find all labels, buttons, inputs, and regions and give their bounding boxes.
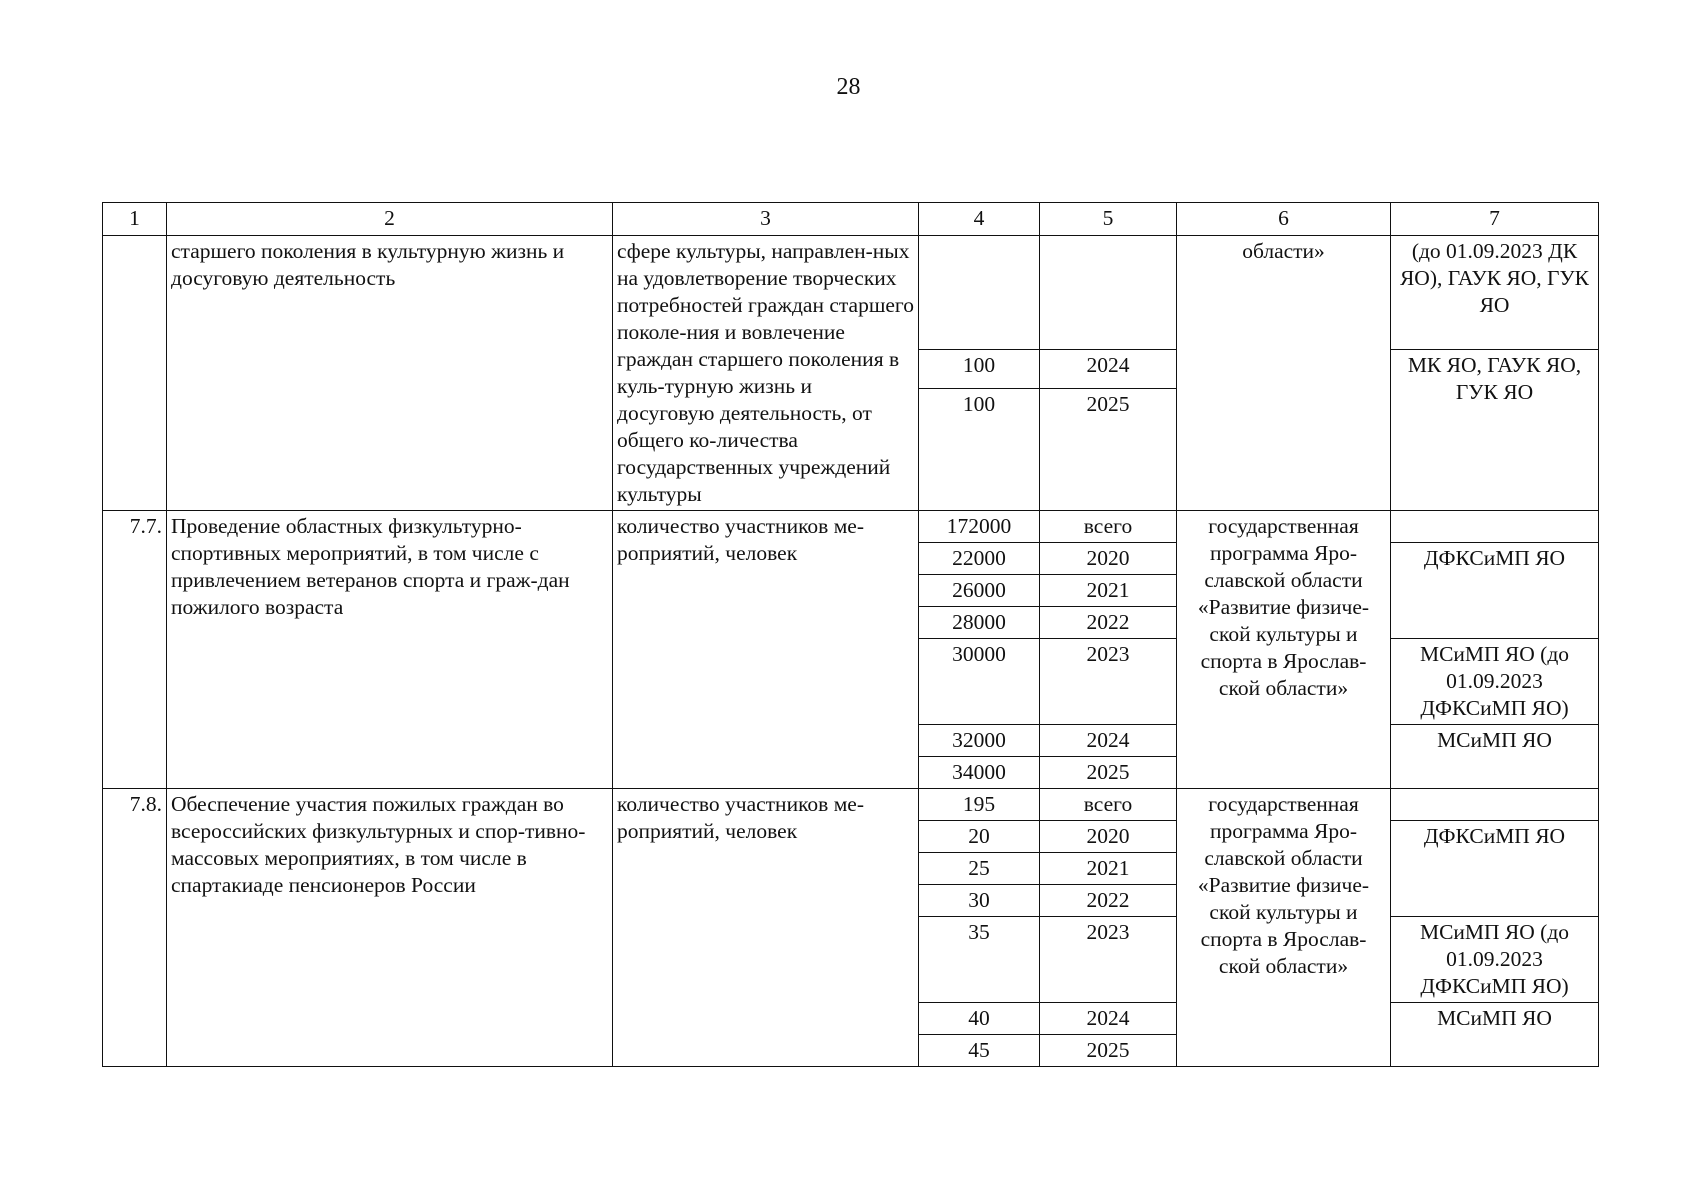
year-cell: 2023 [1040,639,1177,725]
value-cell: 35 [919,917,1040,1003]
row-number-cell [103,236,167,511]
row-number-cell: 7.7. [103,511,167,789]
year-cell: 2025 [1040,389,1177,511]
value-cell: 100 [919,389,1040,511]
header-cell: 5 [1040,203,1177,236]
table-row [103,789,1599,821]
header-cell: 4 [919,203,1040,236]
executor-cell [1391,511,1599,543]
indicator-cell: количество участников ме-роприятий, человек [613,511,919,789]
value-cell: 30 [919,885,1040,917]
executor-cell: ДФКСиМП ЯО [1391,543,1599,639]
executor-cell: МСиМП ЯО [1391,1003,1599,1067]
year-cell: 2022 [1040,607,1177,639]
value-cell [919,236,1040,350]
year-cell: 2025 [1040,757,1177,789]
measure-title-cell: Проведение областных физкультурно-спортивных мероприятий, в том числе с привлечением ветеранов спорта и граж-дан пожилого возраста [167,511,613,789]
row-number-cell: 7.8. [103,789,167,1067]
indicator-cell: сфере культуры, направлен-ных на удовлетворение творческих потребностей граждан старшего поколе-ния и вовлечение граждан старшего поколения в куль-турную жизнь и досуговую деятельность, от общего ко-личества государственных учреждений культуры [613,236,919,511]
value-cell: 20 [919,821,1040,853]
executor-cell: ДФКСиМП ЯО [1391,821,1599,917]
year-cell: 2025 [1040,1035,1177,1067]
year-cell: 2020 [1040,821,1177,853]
value-cell: 100 [919,350,1040,389]
value-cell: 40 [919,1003,1040,1035]
value-cell: 34000 [919,757,1040,789]
header-cell: 6 [1177,203,1391,236]
executor-cell: МСиМП ЯО [1391,725,1599,789]
year-cell: 2024 [1040,1003,1177,1035]
executor-cell: МСиМП ЯО (до 01.09.2023 ДФКСиМП ЯО) [1391,639,1599,725]
program-cell: государственная программа Яро-славской области «Развитие физиче-ской культуры и спорта в Ярослав-ской области» [1177,511,1391,789]
year-cell: 2021 [1040,575,1177,607]
measures-table [102,202,1599,1067]
year-cell: 2020 [1040,543,1177,575]
executor-cell [1391,789,1599,821]
measure-title-cell: Обеспечение участия пожилых граждан во всероссийских физкультурных и спор-тивно-массовых мероприятиях, в том числе в спартакиаде пенсионеров России [167,789,613,1067]
header-cell: 7 [1391,203,1599,236]
table-row [103,511,1599,543]
executor-cell: (до 01.09.2023 ДК ЯО), ГАУК ЯО, ГУК ЯО [1391,236,1599,350]
year-cell: 2022 [1040,885,1177,917]
table-row [103,236,1599,350]
program-cell: государственная программа Яро-славской области «Развитие физиче-ской культуры и спорта в Ярослав-ской области» [1177,789,1391,1067]
value-cell: 45 [919,1035,1040,1067]
header-cell: 1 [103,203,167,236]
indicator-cell: количество участников ме-роприятий, человек [613,789,919,1067]
year-cell: 2024 [1040,725,1177,757]
year-cell: всего [1040,789,1177,821]
executor-cell: МК ЯО, ГАУК ЯО, ГУК ЯО [1391,350,1599,511]
executor-cell: МСиМП ЯО (до 01.09.2023 ДФКСиМП ЯО) [1391,917,1599,1003]
year-cell: 2024 [1040,350,1177,389]
measure-title-cell: старшего поколения в культурную жизнь и досуговую деятельность [167,236,613,511]
page-number: 28 [836,74,861,100]
value-cell: 22000 [919,543,1040,575]
program-cell: области» [1177,236,1391,511]
year-cell [1040,236,1177,350]
value-cell: 30000 [919,639,1040,725]
value-cell: 25 [919,853,1040,885]
header-cell: 2 [167,203,613,236]
value-cell: 32000 [919,725,1040,757]
value-cell: 26000 [919,575,1040,607]
year-cell: 2023 [1040,917,1177,1003]
value-cell: 28000 [919,607,1040,639]
value-cell: 172000 [919,511,1040,543]
header-cell: 3 [613,203,919,236]
year-cell: 2021 [1040,853,1177,885]
header-row [103,203,1599,236]
value-cell: 195 [919,789,1040,821]
year-cell: всего [1040,511,1177,543]
